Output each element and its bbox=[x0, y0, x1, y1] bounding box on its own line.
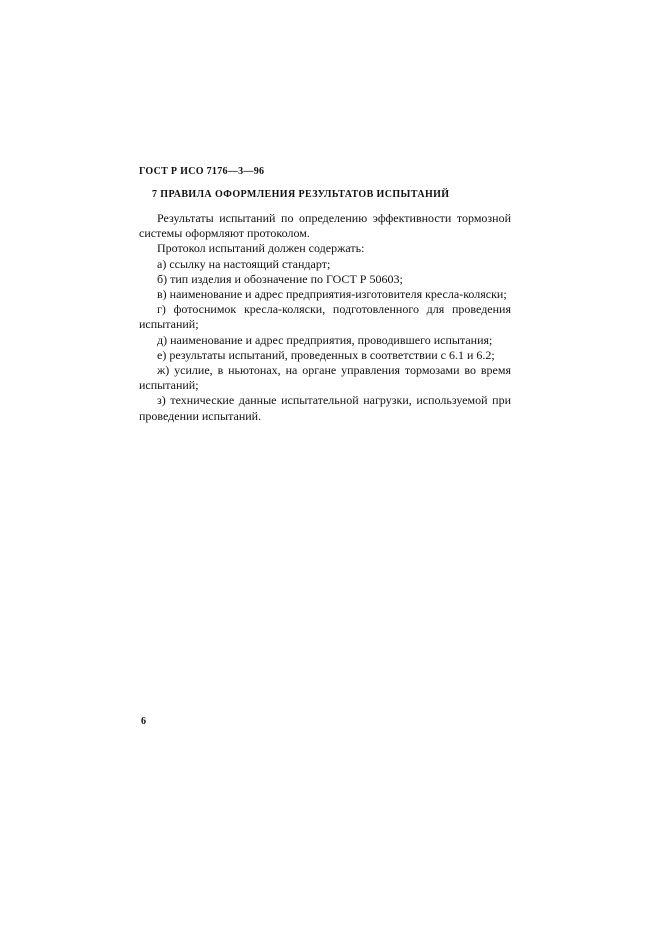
list-item-e: е) результаты испытаний, проведенных в соответствии с 6.1 и 6.2; bbox=[157, 347, 495, 362]
list-item-g: г) фотоснимок кресла-коляски, подготовленного для проведения испытаний; bbox=[139, 302, 511, 332]
section-title: 7 ПРАВИЛА ОФОРМЛЕНИЯ РЕЗУЛЬТАТОВ ИСПЫТАНИЙ bbox=[152, 189, 450, 200]
document-header: ГОСТ Р ИСО 7176—3—96 bbox=[139, 166, 265, 177]
list-item-a: а) ссылку на настоящий стандарт; bbox=[157, 256, 331, 271]
paragraph-protocol-contents: Протокол испытаний должен содержать: bbox=[157, 241, 365, 256]
list-item-b: б) тип изделия и обозначение по ГОСТ Р 50603; bbox=[157, 271, 403, 286]
list-item-z: з) технические данные испытательной нагрузки, используемой при проведении испытаний. bbox=[139, 393, 511, 423]
section-body bbox=[139, 211, 511, 424]
list-item-v: в) наименование и адрес предприятия-изготовителя кресла-коляски; bbox=[157, 287, 507, 302]
page-number: 6 bbox=[141, 716, 146, 727]
paragraph-intro: Результаты испытаний по определению эффективности тормозной системы оформляют протоколом. bbox=[139, 211, 511, 241]
list-item-d: д) наименование и адрес предприятия, проводившего испытания; bbox=[157, 332, 493, 347]
list-item-zh: ж) усилие, в ньютонах, на органе управления тормозами во время испытаний; bbox=[139, 363, 511, 393]
